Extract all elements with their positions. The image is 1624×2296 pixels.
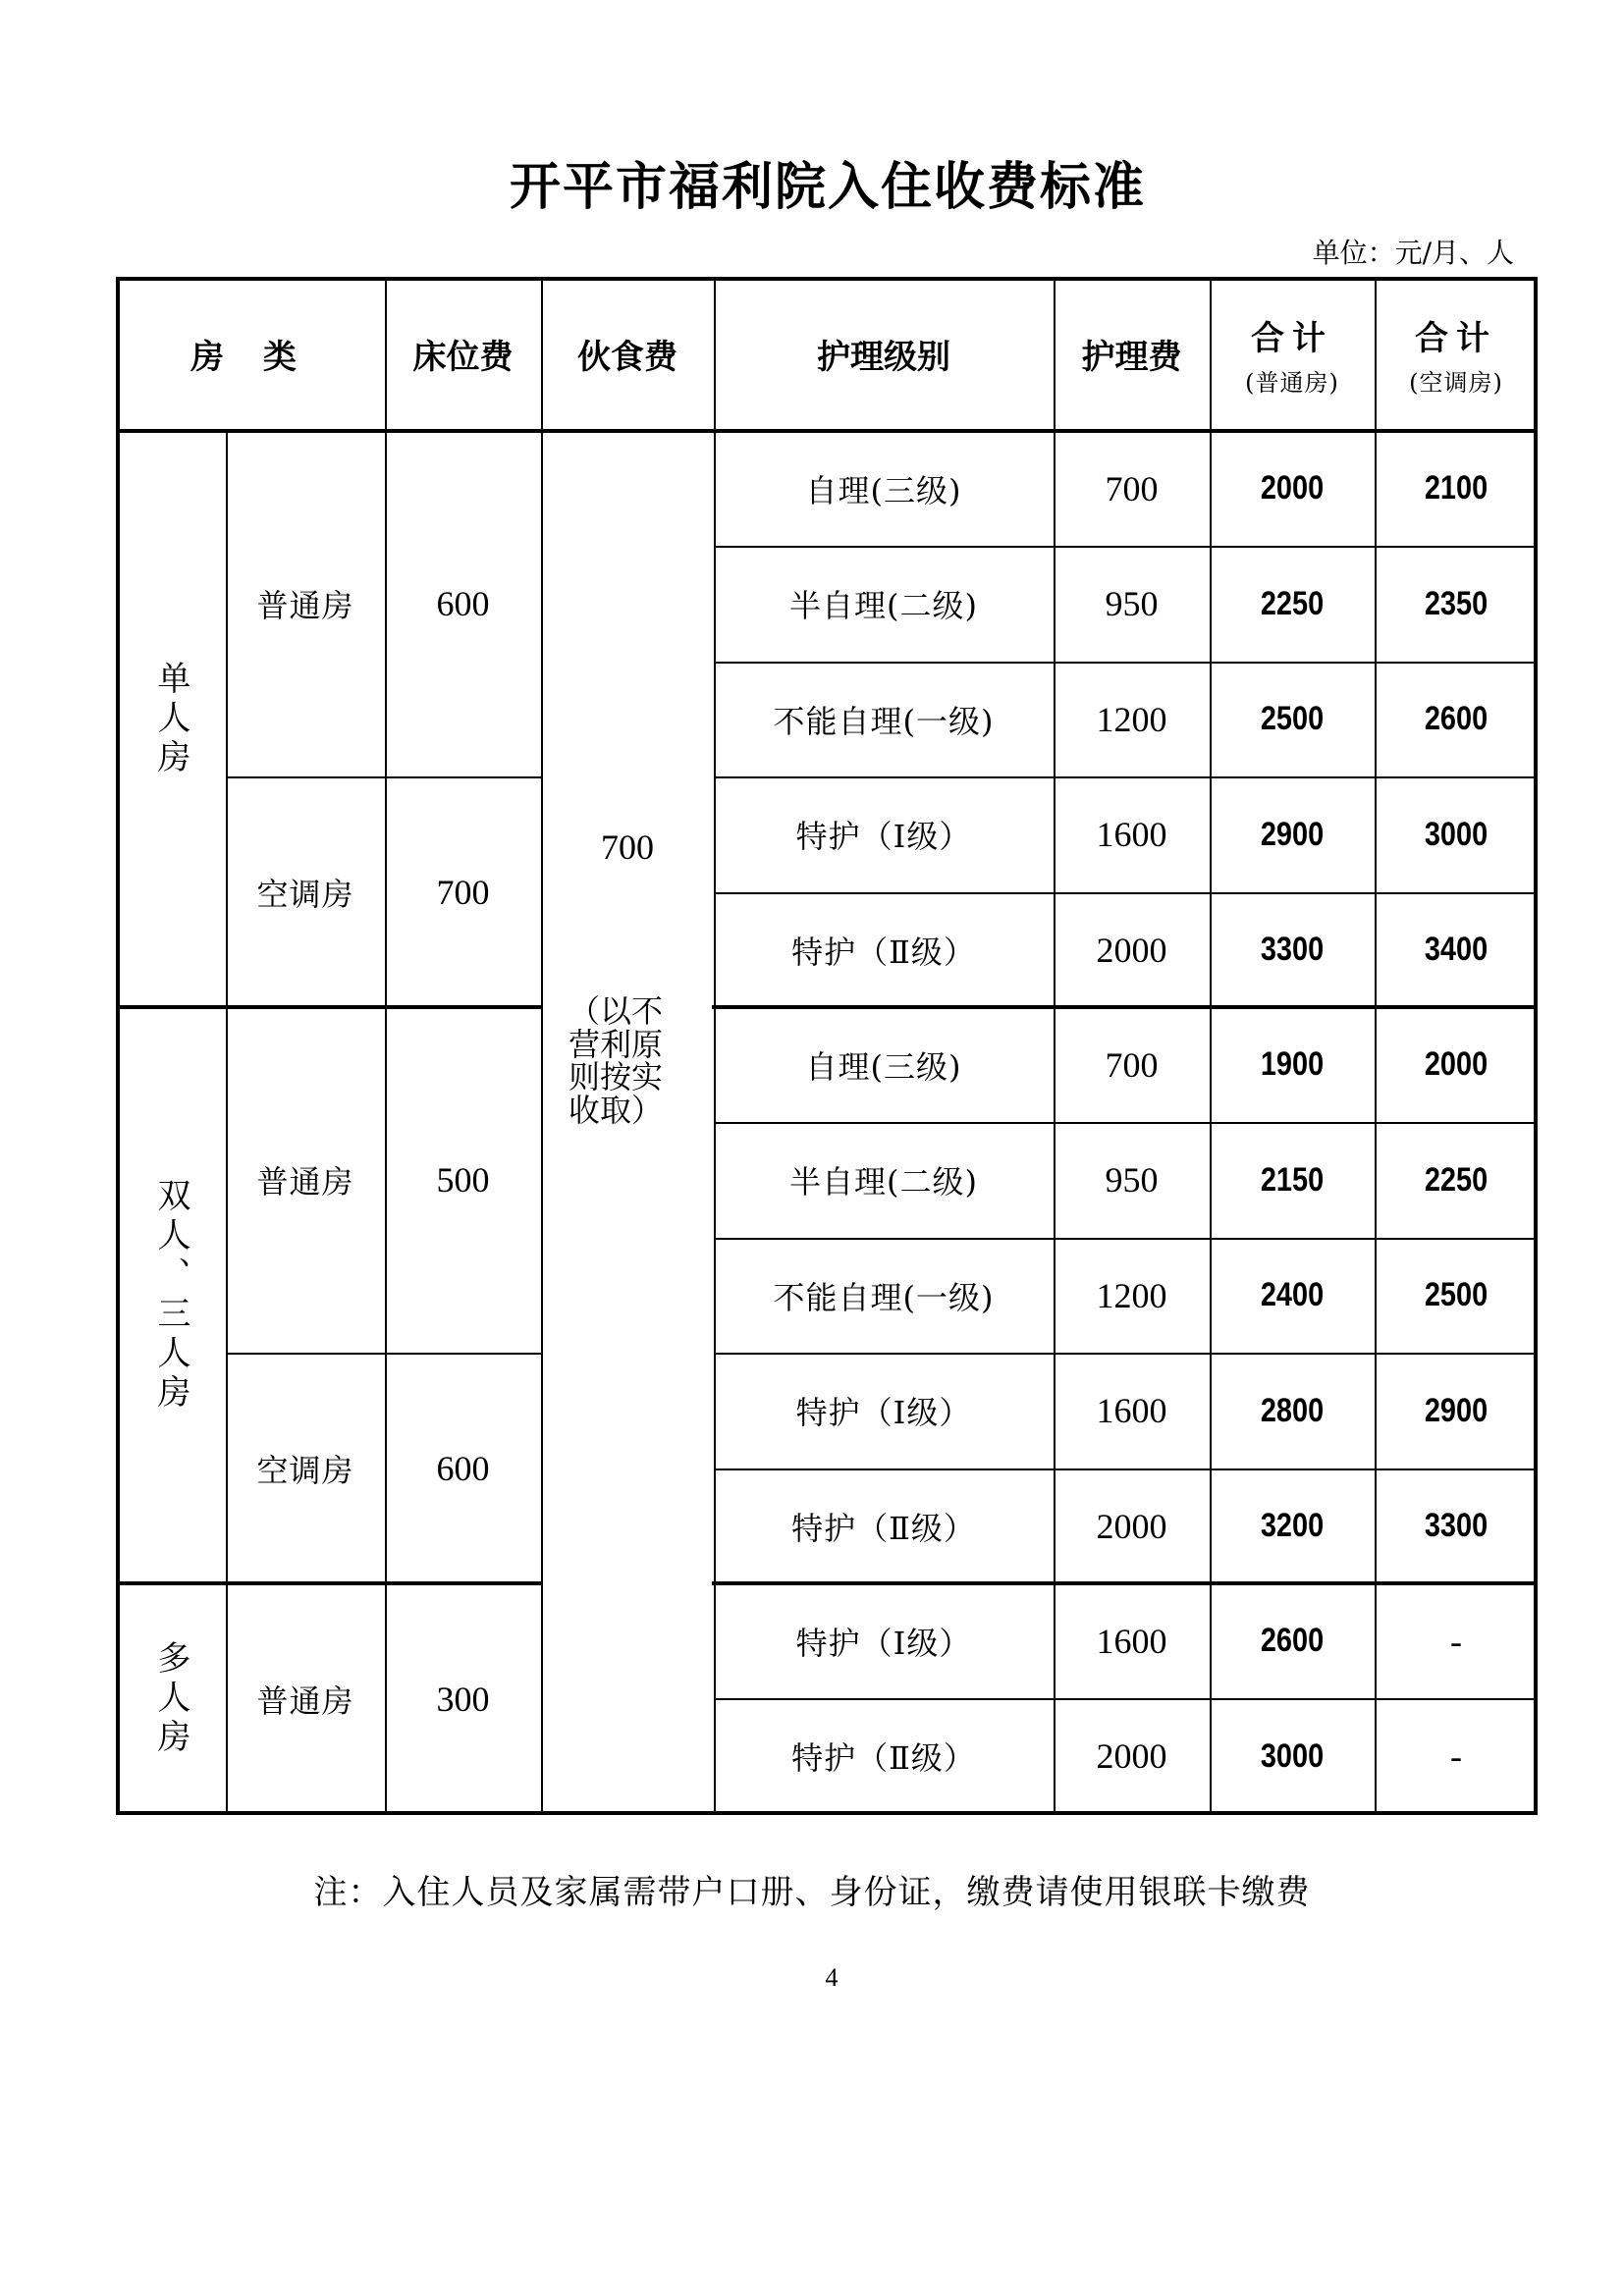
bed-fee-cell: 600	[436, 1448, 490, 1488]
care-level-cell: 自理(三级)	[805, 1047, 962, 1086]
care-fee-cell: 1600	[1096, 815, 1167, 854]
care-level-cell: 特护（Ⅰ级）	[795, 818, 972, 855]
row-divider	[714, 1238, 1538, 1240]
total-normal-cell: 2500	[1260, 700, 1325, 737]
subgroup-divider	[226, 776, 541, 778]
category-double-triple-room: 双人、三人房	[151, 1177, 190, 1414]
group-divider	[116, 1581, 541, 1585]
total-ac-cell: 2250	[1424, 1160, 1489, 1199]
category-single-room: 单人房	[151, 660, 190, 778]
care-fee-cell: 950	[1105, 1160, 1159, 1200]
care-fee-cell: 700	[1105, 1044, 1159, 1085]
header-care-fee: 护理费	[1081, 338, 1182, 377]
total-ac-cell: 3000	[1424, 815, 1489, 853]
row-divider	[714, 1468, 1538, 1470]
total-normal-cell: 3200	[1260, 1507, 1325, 1544]
care-fee-cell: 1200	[1096, 1275, 1167, 1315]
room-type-cell: 空调房	[256, 1451, 354, 1489]
care-level-cell: 半自理(二级)	[789, 587, 978, 624]
care-level-cell: 特护（Ⅱ级）	[791, 1509, 976, 1547]
total-ac-cell: 2000	[1424, 1045, 1489, 1083]
footer-note: 注：入住人员及家属需带户口册、身份证，缴费请使用银联卡缴费	[313, 1873, 1311, 1912]
total-normal-cell: 3000	[1260, 1736, 1325, 1775]
care-level-cell: 不能自理(一级)	[773, 702, 995, 740]
total-normal-cell: 2900	[1260, 815, 1325, 853]
total-ac-cell: 2500	[1424, 1276, 1489, 1313]
care-level-cell: 不能自理(一级)	[773, 1278, 995, 1316]
fee-table	[116, 277, 1538, 1814]
col-divider	[226, 431, 228, 1813]
header-total-normal	[1210, 277, 1375, 431]
row-divider	[714, 1122, 1538, 1124]
care-level-cell: 特护（Ⅱ级）	[791, 1739, 976, 1777]
col-divider	[1210, 277, 1212, 1813]
header-care-level: 护理级别	[817, 338, 950, 377]
room-type-cell: 空调房	[256, 875, 354, 913]
bed-fee-cell: 300	[436, 1679, 490, 1719]
row-divider	[714, 1353, 1538, 1355]
care-level-cell: 特护（Ⅰ级）	[795, 1394, 972, 1431]
row-divider	[714, 546, 1538, 548]
header-total-ac	[1375, 277, 1538, 431]
table-border-top	[116, 277, 1538, 281]
total-ac-cell: 2600	[1424, 700, 1489, 737]
header-total-ac-sub: (空调房)	[1409, 368, 1503, 397]
col-divider	[541, 277, 543, 1813]
total-normal-cell: 2800	[1260, 1391, 1325, 1429]
row-divider	[714, 1698, 1538, 1700]
header-total-normal-label: 合计	[1251, 318, 1333, 358]
group-divider	[712, 1005, 1538, 1009]
care-level-cell: 特护（Ⅰ级）	[795, 1624, 972, 1662]
care-fee-cell: 1200	[1096, 699, 1167, 739]
col-divider	[714, 277, 716, 1813]
care-fee-cell: 1600	[1096, 1621, 1167, 1661]
total-ac-cell: -	[1450, 1621, 1462, 1661]
total-ac-cell: 3400	[1424, 931, 1489, 968]
care-fee-cell: 2000	[1096, 1506, 1167, 1546]
category-multi-room: 多人房	[151, 1639, 190, 1758]
header-total-ac-label: 合计	[1415, 318, 1497, 358]
total-normal-cell: 2600	[1260, 1622, 1325, 1659]
care-fee-cell: 950	[1105, 584, 1159, 623]
col-divider	[1054, 277, 1056, 1813]
row-divider	[714, 892, 1538, 894]
total-normal-cell: 2250	[1260, 584, 1325, 622]
group-divider	[116, 1005, 541, 1009]
total-normal-cell: 3300	[1260, 931, 1325, 968]
food-fee-note: （以不营利原则按实收取）	[568, 992, 664, 1129]
header-room-type: 房 类	[190, 338, 310, 377]
care-level-cell: 半自理(二级)	[789, 1163, 978, 1201]
room-type-cell: 普通房	[256, 1682, 354, 1720]
bed-fee-cell: 600	[436, 584, 490, 623]
page-number: 4	[825, 1963, 839, 1992]
total-normal-cell: 2150	[1260, 1160, 1325, 1199]
total-ac-cell: -	[1450, 1736, 1462, 1776]
row-divider	[714, 776, 1538, 778]
total-ac-cell: 2350	[1424, 584, 1489, 622]
header-total-normal-sub: (普通房)	[1245, 368, 1339, 397]
total-ac-cell: 2100	[1424, 469, 1489, 507]
table-border-bottom	[116, 1811, 1538, 1815]
total-normal-cell: 2000	[1260, 469, 1325, 507]
total-ac-cell: 3300	[1424, 1507, 1489, 1544]
unit-label: 单位：元/月、人	[1312, 237, 1514, 269]
care-level-cell: 自理(三级)	[805, 471, 962, 509]
food-fee-value: 700	[601, 828, 654, 867]
group-divider	[712, 1581, 1538, 1585]
total-normal-cell: 1900	[1260, 1045, 1325, 1083]
care-fee-cell: 2000	[1096, 1736, 1167, 1776]
total-normal-cell: 2400	[1260, 1276, 1325, 1313]
subgroup-divider	[226, 1353, 541, 1355]
room-type-cell: 普通房	[256, 1163, 354, 1201]
food-fee-cell	[541, 827, 714, 1239]
col-divider	[1375, 277, 1377, 1813]
page-title: 开平市福利院入住收费标准	[509, 158, 1146, 217]
care-fee-cell: 700	[1105, 468, 1159, 508]
header-food-fee: 伙食费	[577, 338, 677, 377]
care-level-cell: 特护（Ⅱ级）	[791, 933, 976, 971]
header-bed-fee: 床位费	[412, 338, 514, 377]
room-type-cell: 普通房	[256, 587, 354, 624]
header-divider	[116, 429, 1538, 433]
care-fee-cell: 1600	[1096, 1391, 1167, 1430]
row-divider	[714, 662, 1538, 664]
bed-fee-cell: 700	[436, 872, 490, 912]
bed-fee-cell: 500	[436, 1160, 490, 1200]
care-fee-cell: 2000	[1096, 930, 1167, 970]
col-divider	[385, 277, 387, 1813]
total-ac-cell: 2900	[1424, 1391, 1489, 1429]
